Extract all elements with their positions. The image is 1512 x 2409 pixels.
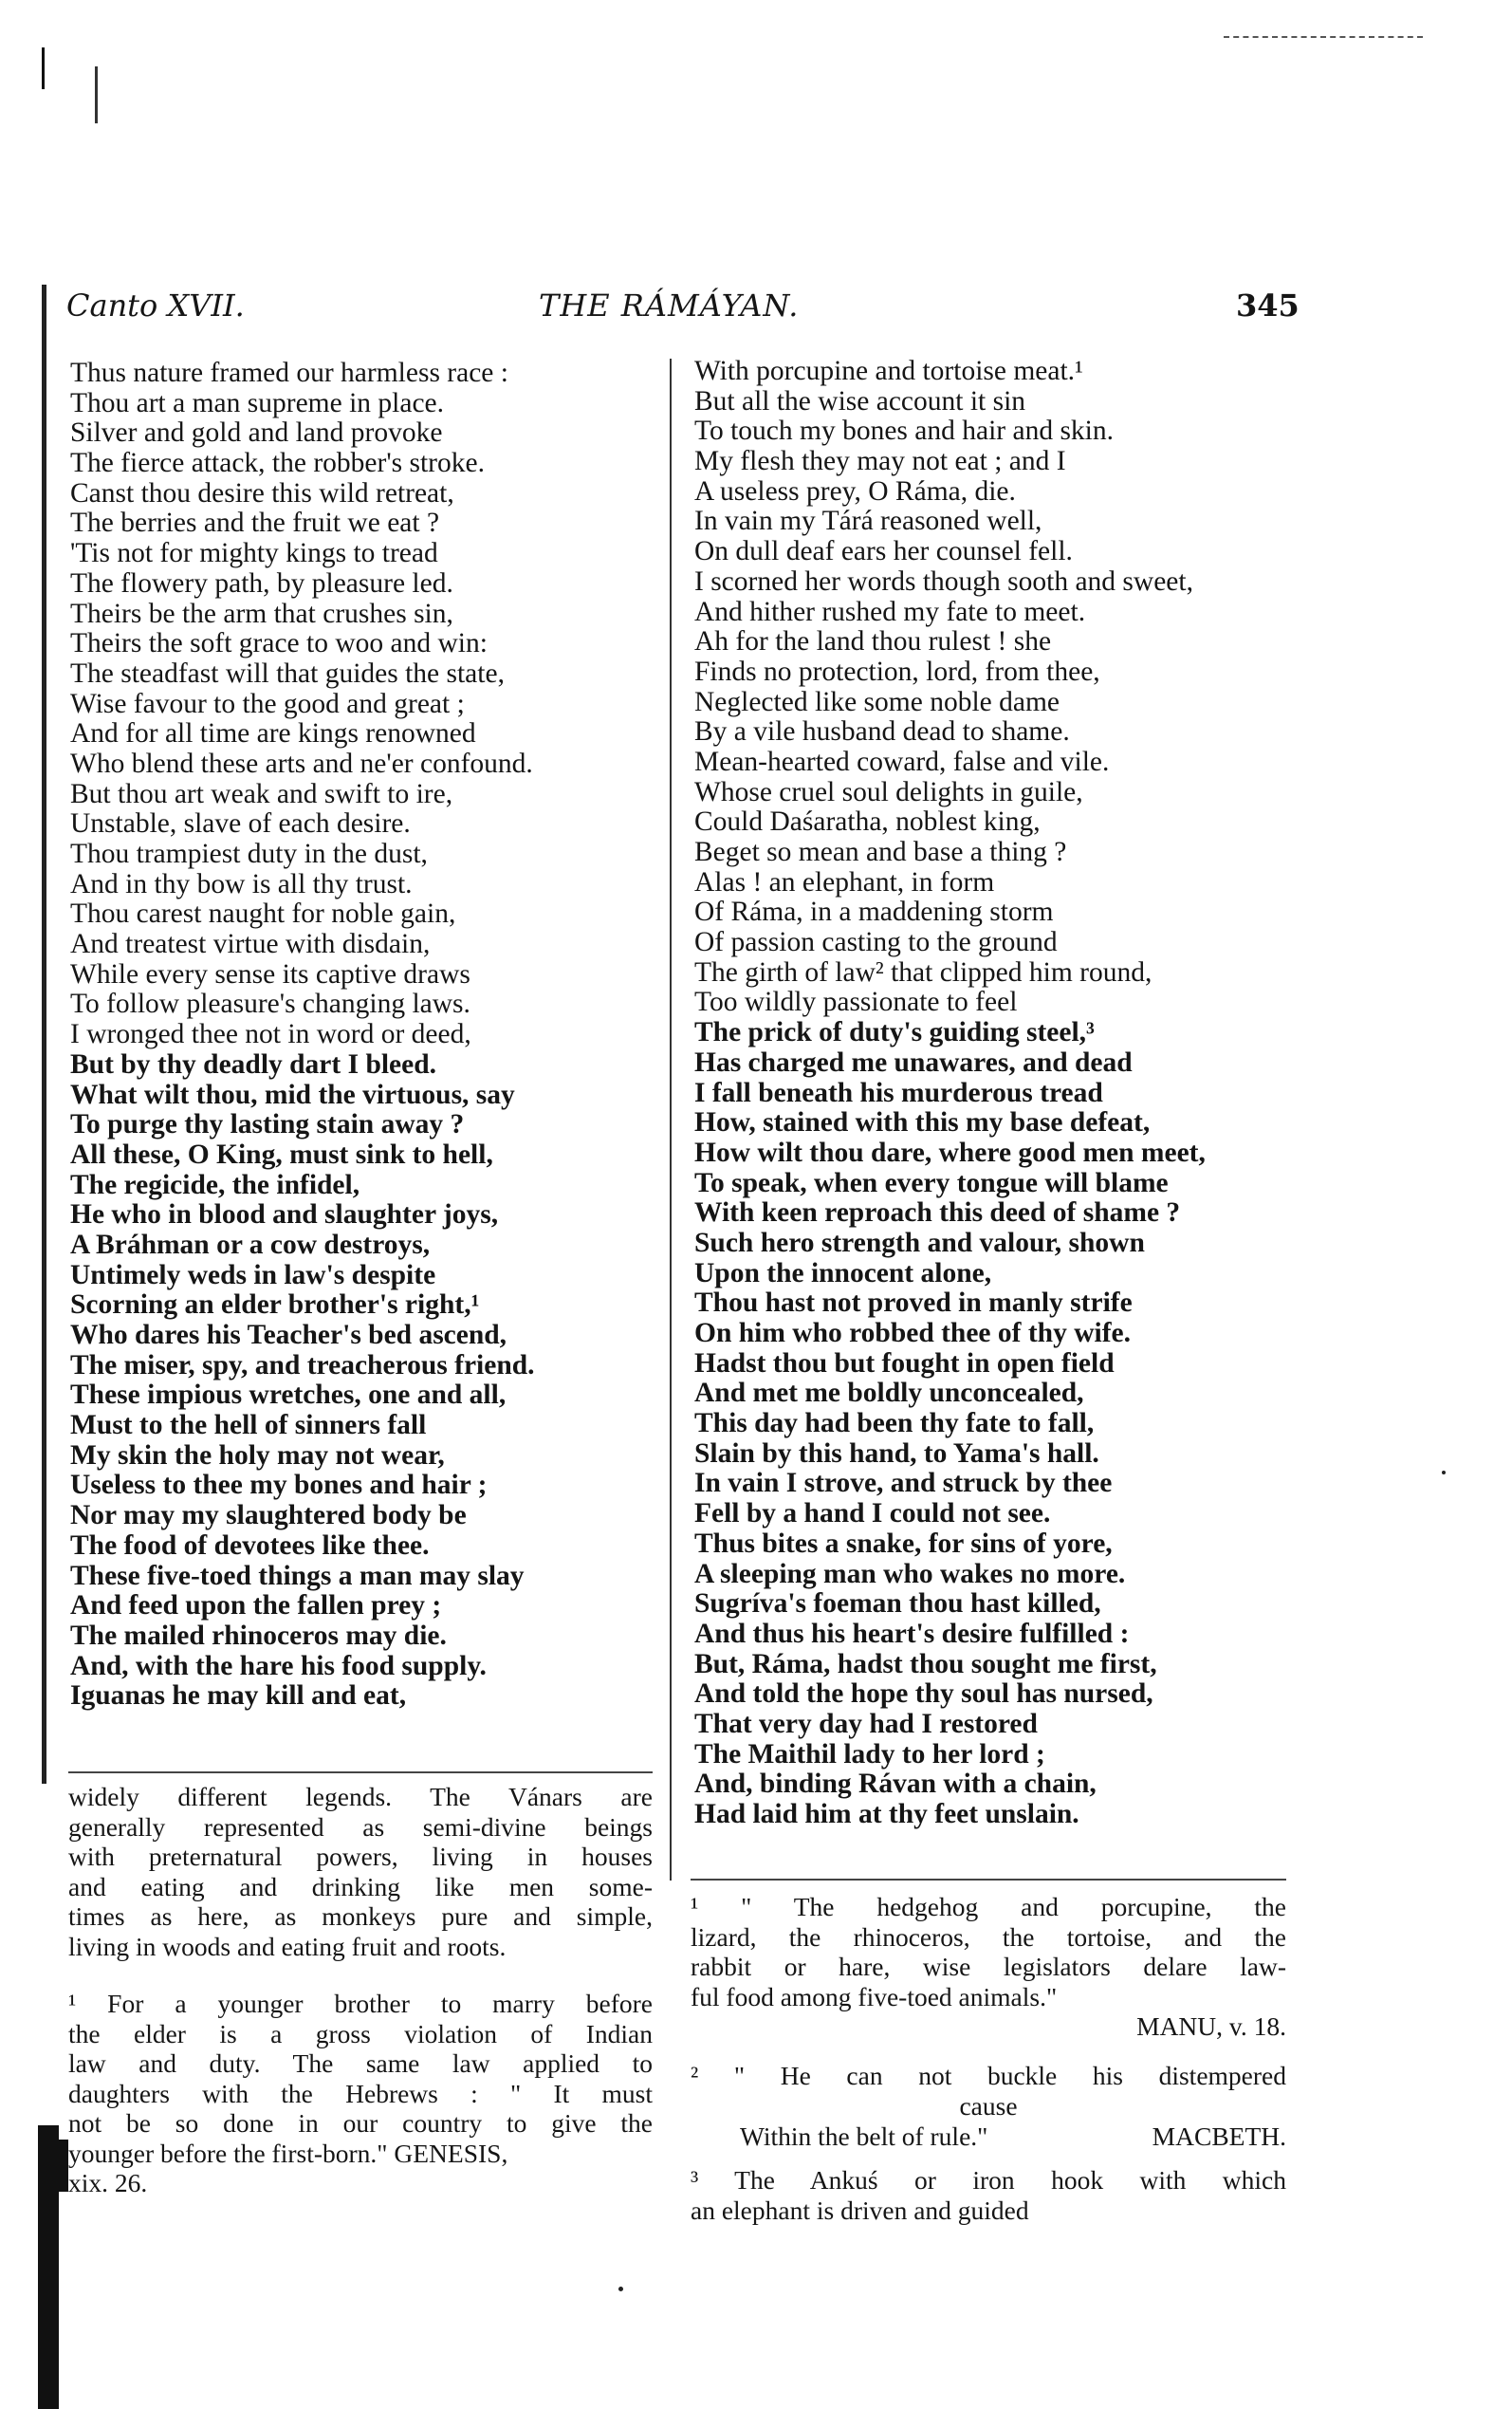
poem-line: Theirs be the arm that crushes sin, [70,598,453,629]
poem-line: Must to the hell of sinners fall [70,1410,427,1441]
poem-line: And told the hope thy soul has nursed, [694,1678,1153,1710]
scan-dot [1442,1471,1446,1474]
poem-line: That very day had I restored [694,1708,1038,1739]
poem-line: Of Ráma, in a maddening storm [694,897,1054,928]
poem-line: Theirs the soft grace to woo and win: [70,628,488,659]
poem-line: To speak, when every tongue will blame [694,1167,1169,1198]
poem-line: Had laid him at thy feet unslain. [694,1799,1079,1829]
poem-right-column [694,357,1206,1830]
poem-line: My flesh they may not eat ; and I [694,446,1066,477]
poem-line: A sleeping man who wakes no more. [694,1558,1126,1589]
poem-line: Upon the innocent alone, [694,1257,992,1288]
poem-line: Scorning an elder brother's right,¹ [70,1289,480,1321]
footnote-line: rabbit or hare, wise legislators delare law- [691,1952,1286,1981]
scan-smudge-mark [95,66,103,123]
poem-line: On him who robbed thee of thy wife. [694,1318,1132,1348]
poem-line: The Maithil lady to her lord ; [694,1738,1045,1770]
binding-shadow-top [42,285,46,1784]
poem-left-column [70,359,535,1712]
poem-line: The fierce attack, the robber's stroke. [70,448,485,479]
poem-line: A Bráhman or a cow destroys, [70,1229,431,1260]
poem-line: With porcupine and tortoise meat.¹ [694,356,1083,386]
poem-line: Such hero strength and valour, shown [694,1227,1145,1258]
poem-line: But thou art weak and swift to ire, [70,778,453,809]
poem-line: He who in blood and slaughter joys, [70,1199,499,1231]
poem-line: And feed upon the fallen prey ; [70,1590,442,1621]
poem-line: Beget so mean and base a thing ? [694,837,1067,867]
footnote-line: xix. 26. [68,2168,148,2197]
footnote-line: ² " He can not buckle his distempered [691,2061,1286,2090]
poem-line: Canst thou desire this wild retreat, [70,477,454,509]
footnote-line: daughters with the Hebrews : " It must [68,2078,653,2108]
poem-line: And, binding Rávan with a chain, [694,1769,1097,1800]
binding-shadow-block [47,2140,68,2192]
poem-line: The prick of duty's guiding steel,³ [694,1017,1095,1048]
poem-line: To purge thy lasting stain away ? [70,1109,465,1140]
footnote-line: cause [959,2090,1018,2121]
poem-line: To follow pleasure's changing laws. [70,989,470,1020]
poem-line: Hadst thou but fought in open field [694,1347,1115,1379]
poem-line: Too wildly passionate to feel [694,987,1018,1018]
poem-line: Has charged me unawares, and dead [694,1047,1133,1078]
poem-line: I scorned her words though sooth and sweet, [694,565,1193,597]
footnote-2-quote-line [740,2122,1286,2152]
poem-line: Of passion casting to the ground [694,927,1058,958]
scan-edge-mark [1224,36,1423,40]
poem-line: These five-toed things a man may slay [70,1560,525,1591]
column-divider [670,359,672,1881]
poem-line: Thou hast not proved in manly strife [694,1288,1133,1319]
poem-line: And in thy bow is all thy trust. [70,868,413,899]
poem-line: A useless prey, O Ráma, die. [694,475,1016,507]
poem-line: Iguanas he may kill and eat, [70,1680,407,1712]
footnote-line: not be so done in our country to give the [68,2108,653,2138]
poem-line: But by thy deadly dart I bleed. [70,1048,437,1080]
footnote-1-citation-block [691,2011,1286,2042]
poem-line: I wronged thee not in word or deed, [70,1019,471,1050]
poem-line: My skin the holy may not wear, [70,1439,445,1471]
footnote-2-quote: Within the belt of rule." [740,2122,988,2151]
poem-line: And for all time are kings renowned [70,718,476,750]
poem-line: Unstable, slave of each desire. [70,808,411,840]
poem-line: All these, O King, must sink to hell, [70,1139,493,1170]
poem-line: This day had been thy fate to fall, [694,1408,1095,1439]
poem-line: To touch my bones and hair and skin. [694,416,1114,447]
poem-line: And hither rushed my fate to meet. [694,596,1086,627]
footnote-2-citation: MACBETH. [1152,2122,1286,2151]
page-number: 345 [1236,287,1300,324]
poem-line: Finds no protection, lord, from thee, [694,656,1100,687]
poem-line: Neglected like some noble dame [694,686,1060,717]
poem-line: The mailed rhinoceros may die. [70,1620,447,1651]
poem-line: The miser, spy, and treacherous friend. [70,1349,535,1381]
poem-line: These impious wretches, one and all, [70,1380,507,1411]
poem-line: Untimely weds in law's despite [70,1259,436,1290]
poem-line: And met me boldly unconcealed, [694,1378,1084,1409]
footnote-line: with preternatural powers, living in houses [68,1842,653,1871]
poem-line: And, with the hare his food supply. [70,1650,487,1681]
poem-line: Thus bites a snake, for sins of yore, [694,1528,1113,1559]
running-title: THE RÁMÁYAN. [539,287,800,324]
poem-line: In vain my Tárá reasoned well, [694,506,1042,537]
footnote-line: an elephant is driven and guided [691,2195,1029,2225]
footnote-line: times as here, as monkeys pure and simple, [68,1901,653,1931]
poem-line: The berries and the fruit we eat ? [70,508,440,539]
poem-line: The food of devotees like thee. [70,1529,430,1561]
footnote-line: ful food among five-toed animals." [691,1981,1058,2011]
footnote-line: law and duty. The same law applied to [68,2048,653,2078]
footnote-line: generally represented as semi-divine beings [68,1811,653,1842]
poem-line: But all the wise account it sin [694,385,1026,417]
poem-line: Alas ! an elephant, in form [694,866,995,898]
poem-line: Fell by a hand I could not see. [694,1498,1051,1529]
poem-line: Who blend these arts and ne'er confound. [70,748,533,779]
poem-line: Silver and gold and land provoke [70,417,443,449]
footnote-1-left [68,1989,653,2198]
poem-line: The flowery path, by pleasure led. [70,567,453,599]
footnote-line: younger before the first-born." GENESIS, [68,2138,508,2168]
poem-line: Wise favour to the good and great ; [70,688,465,719]
poem-line: While every sense its captive draws [70,958,470,990]
poem-line: But, Ráma, hadst thou sought me first, [694,1648,1157,1679]
poem-line: 'Tis not for mighty kings to tread [70,538,438,569]
scan-edge-mark [42,47,45,89]
footnote-2-right [691,2061,1286,2121]
footnote-continuation [68,1782,653,1961]
footnote-line: the elder is a gross violation of Indian [68,2018,653,2048]
poem-line: In vain I strove, and struck by thee [694,1468,1113,1499]
footnote-line: lizard, the rhinoceros, the tortoise, and the [691,1921,1286,1952]
poem-line: Thus nature framed our harmless race : [70,358,508,388]
scan-dot [618,2287,623,2291]
poem-line: Mean-hearted coward, false and vile. [694,746,1110,777]
poem-line: And treatest virtue with disdain, [70,929,431,960]
footnote-1-right [691,1892,1286,2011]
poem-line: How wilt thou dare, where good men meet, [694,1137,1206,1168]
poem-line: I fall beneath his murderous tread [694,1077,1103,1108]
poem-line: By a vile husband dead to shame. [694,716,1070,748]
footnote-3-right [691,2165,1286,2225]
poem-line: Could Daśaratha, noblest king, [694,806,1041,838]
poem-line: Sugríva's foeman thou hast killed, [694,1588,1101,1620]
poem-line: How, stained with this my base defeat, [694,1107,1151,1139]
poem-line: Useless to thee my bones and hair ; [70,1470,488,1501]
poem-line: With keen reproach this deed of shame ? [694,1197,1181,1229]
footnote-line: ¹ " The hedgehog and porcupine, the [691,1892,1286,1921]
poem-line: Whose cruel soul delights in guile, [694,776,1083,807]
poem-line: Who dares his Teacher's bed ascend, [70,1320,507,1350]
footnote-line: ¹ For a younger brother to marry before [68,1989,653,2018]
poem-line: Thou trampiest duty in the dust, [70,839,428,869]
footnote-line: ³ The Ankuś or iron hook with which [691,2165,1286,2195]
canto-label: Canto XVII. [66,287,245,324]
poem-line: On dull deaf ears her counsel fell. [694,536,1073,567]
poem-line: The girth of law² that clipped him round, [694,956,1152,988]
footnote-rule-left [68,1771,653,1773]
poem-line: The regicide, the infidel, [70,1169,360,1200]
footnote-line: and eating and drinking like men some- [68,1871,653,1901]
footnote-line: widely different legends. The Vánars are [68,1782,653,1811]
poem-line: Thou art a man supreme in place. [70,387,445,418]
poem-line: What wilt thou, mid the virtuous, say [70,1079,515,1110]
footnote-line: living in woods and eating fruit and roots. [68,1931,507,1961]
poem-line: Thou carest naught for noble gain, [70,899,456,930]
poem-line: The steadfast will that guides the state, [70,658,505,689]
poem-line: And thus his heart's desire fulfilled : [694,1618,1130,1649]
footnote-1-citation: MANU, v. 18. [1136,2011,1286,2041]
poem-line: Slain by this hand, to Yama's hall. [694,1437,1099,1469]
poem-line: Nor may my slaughtered body be [70,1500,467,1531]
footnote-rule-right [691,1879,1286,1881]
poem-line: Ah for the land thou rulest ! she [694,626,1052,658]
